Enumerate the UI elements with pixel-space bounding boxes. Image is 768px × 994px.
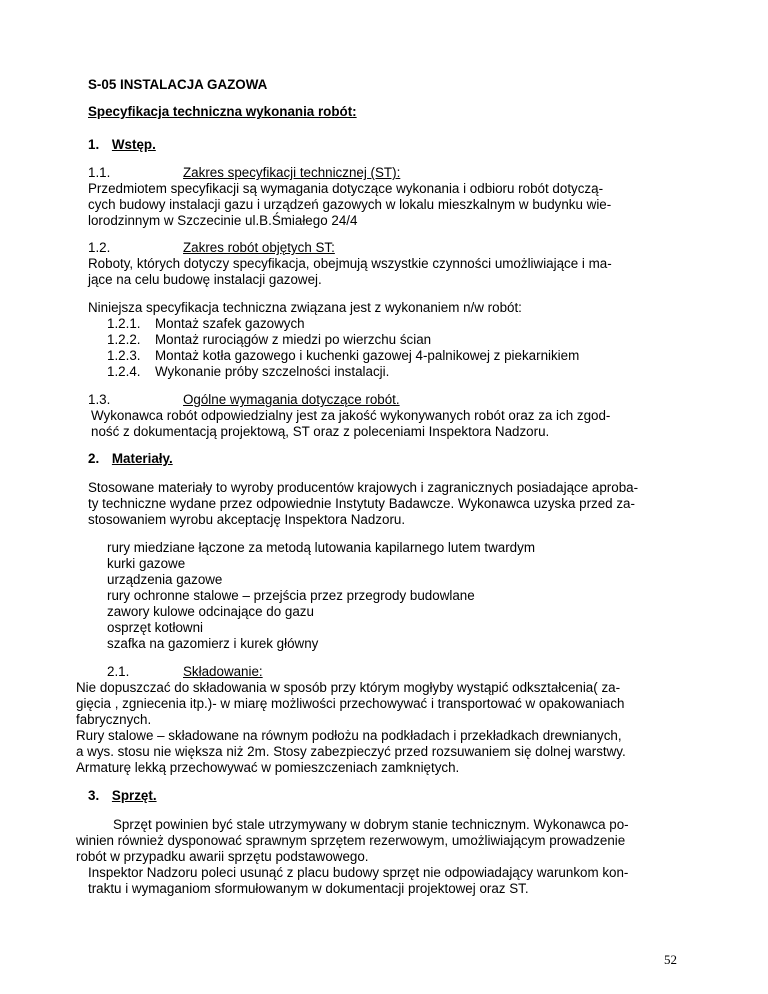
section-2-heading <box>88 451 173 467</box>
section-3-title: Sprzęt. <box>111 788 157 803</box>
paragraph-line: gięcia , zgniecenia itp.)- w miarę możliwości przechowywać i transportować w opakowaniach <box>76 696 625 711</box>
paragraph-line: robót w przypadku awarii sprzętu podstawowego. <box>76 849 369 864</box>
paragraph-line: fabrycznych. <box>76 712 152 727</box>
material-item: szafka na gazomierz i kurek główny <box>107 636 319 651</box>
paragraph-line: jące na celu budowę instalacji gazowej. <box>88 272 322 287</box>
paragraph-line: Nie dopuszczać do składowania w sposób przy którym mogłyby wystąpić odkształcenia( za- <box>76 680 621 695</box>
paragraph-line: Przedmiotem specyfikacji są wymagania dotyczące wykonania i odbioru robót dotyczą- <box>88 181 604 196</box>
paragraph-line: winien również dysponować sprawnym sprzętem rezerwowym, umożliwiającym prowadzenie <box>76 833 626 848</box>
list-item-text: Wykonanie próby szczelności instalacji. <box>155 364 390 379</box>
section-code-heading: S-05 INSTALACJA GAZOWA <box>88 77 268 92</box>
section-3-number: 3. <box>88 788 100 803</box>
section-1-title: Wstęp. <box>111 137 156 152</box>
section-2-title: Materiały. <box>111 451 173 466</box>
subsection-1-1-heading <box>88 165 110 181</box>
material-item: kurki gazowe <box>107 556 186 571</box>
paragraph-line: Sprzęt powinien być stale utrzymywany w dobrym stanie technicznym. Wykonawca po- <box>113 817 629 832</box>
subsection-1-3-number: 1.3. <box>88 392 111 407</box>
subsection-1-1-title: Zakres specyfikacji technicznej (ST): <box>183 165 401 180</box>
paragraph-line: Wykonawca robót odpowiedzialny jest za jakość wykonywanych robót oraz za ich zgod- <box>91 408 611 423</box>
paragraph-line: Rury stalowe – składowane na równym podłożu na podkładach i przekładkach drewnianych, <box>76 728 622 743</box>
paragraph-line: ność z dokumentacją projektową, ST oraz z poleceniami Inspektora Nadzoru. <box>91 424 550 439</box>
subsection-1-1-number: 1.1. <box>88 165 111 180</box>
subsection-1-3-title: Ogólne wymagania dotyczące robót. <box>183 392 400 407</box>
paragraph-line: lorodzinnym w Szczecinie ul.B.Śmiałego 24/4 <box>88 213 358 228</box>
list-item-text: Montaż szafek gazowych <box>155 316 305 331</box>
paragraph-line: a wys. stosu nie większa niż 2m. Stosy zabezpieczyć przed rozsuwaniem się dolnej warstwy. <box>76 744 626 759</box>
list-item <box>107 316 305 332</box>
paragraph-line: Inspektor Nadzoru poleci usunąć z placu budowy sprzęt nie odpowiadający warunkom kon- <box>88 865 629 880</box>
material-item: urządzenia gazowe <box>107 572 223 587</box>
list-item-text: Montaż rurociągów z miedzi po wierzchu ścian <box>155 332 432 347</box>
section-3-heading <box>88 788 157 804</box>
paragraph-line: Armaturę lekką przechowywać w pomieszczeniach zamkniętych. <box>76 760 460 775</box>
paragraph-line: ty techniczne wydane przez odpowiednie Instytuty Badawcze. Wykonawca uzyska przed za- <box>88 496 635 511</box>
material-item: rury ochronne stalowe – przejścia przez przegrody budowlane <box>107 588 475 603</box>
subsection-1-2-number: 1.2. <box>88 240 111 255</box>
material-item: rury miedziane łączone za metodą lutowania kapilarnego lutem twardym <box>107 540 535 555</box>
list-item-number: 1.2.4. <box>107 364 141 379</box>
list-item-number: 1.2.3. <box>107 348 141 363</box>
subsection-1-2-title: Zakres robót objętych ST: <box>183 240 335 255</box>
list-item <box>107 364 389 380</box>
section-1-heading <box>88 137 156 153</box>
subsection-2-1-number: 2.1. <box>107 664 130 679</box>
list-item-text: Montaż kotła gazowego i kuchenki gazowej 4-palnikowej z piekarnikiem <box>155 348 580 363</box>
paragraph-line: Stosowane materiały to wyroby producentów krajowych i zagranicznych posiadające aproba- <box>88 480 639 495</box>
subsection-2-1-title: Składowanie: <box>183 664 263 679</box>
material-item: zawory kulowe odcinające do gazu <box>107 604 314 619</box>
section-1-number: 1. <box>88 137 100 152</box>
section-2-number: 2. <box>88 451 100 466</box>
list-item-number: 1.2.2. <box>107 332 141 347</box>
paragraph-line: Roboty, których dotyczy specyfikacja, obejmują wszystkie czynności umożliwiające i ma- <box>88 256 612 271</box>
list-item-number: 1.2.1. <box>107 316 141 331</box>
paragraph-line: cych budowy instalacji gazu i urządzeń gazowych w lokalu mieszkalnym w budynku wie- <box>88 197 612 212</box>
spec-title: Specyfikacja techniczna wykonania robót: <box>88 104 357 119</box>
page-number: 52 <box>664 952 677 967</box>
material-item: osprzęt kotłowni <box>107 620 204 635</box>
works-intro: Niniejsza specyfikacja techniczna związana jest z wykonaniem n/w robót: <box>88 300 522 315</box>
paragraph-line: traktu i wymaganiom sformułowanym w dokumentacji projektowej oraz ST. <box>88 881 529 896</box>
paragraph-line: stosowaniem wyrobu akceptację Inspektora Nadzoru. <box>88 512 406 527</box>
list-item <box>107 332 431 348</box>
list-item <box>107 348 579 364</box>
